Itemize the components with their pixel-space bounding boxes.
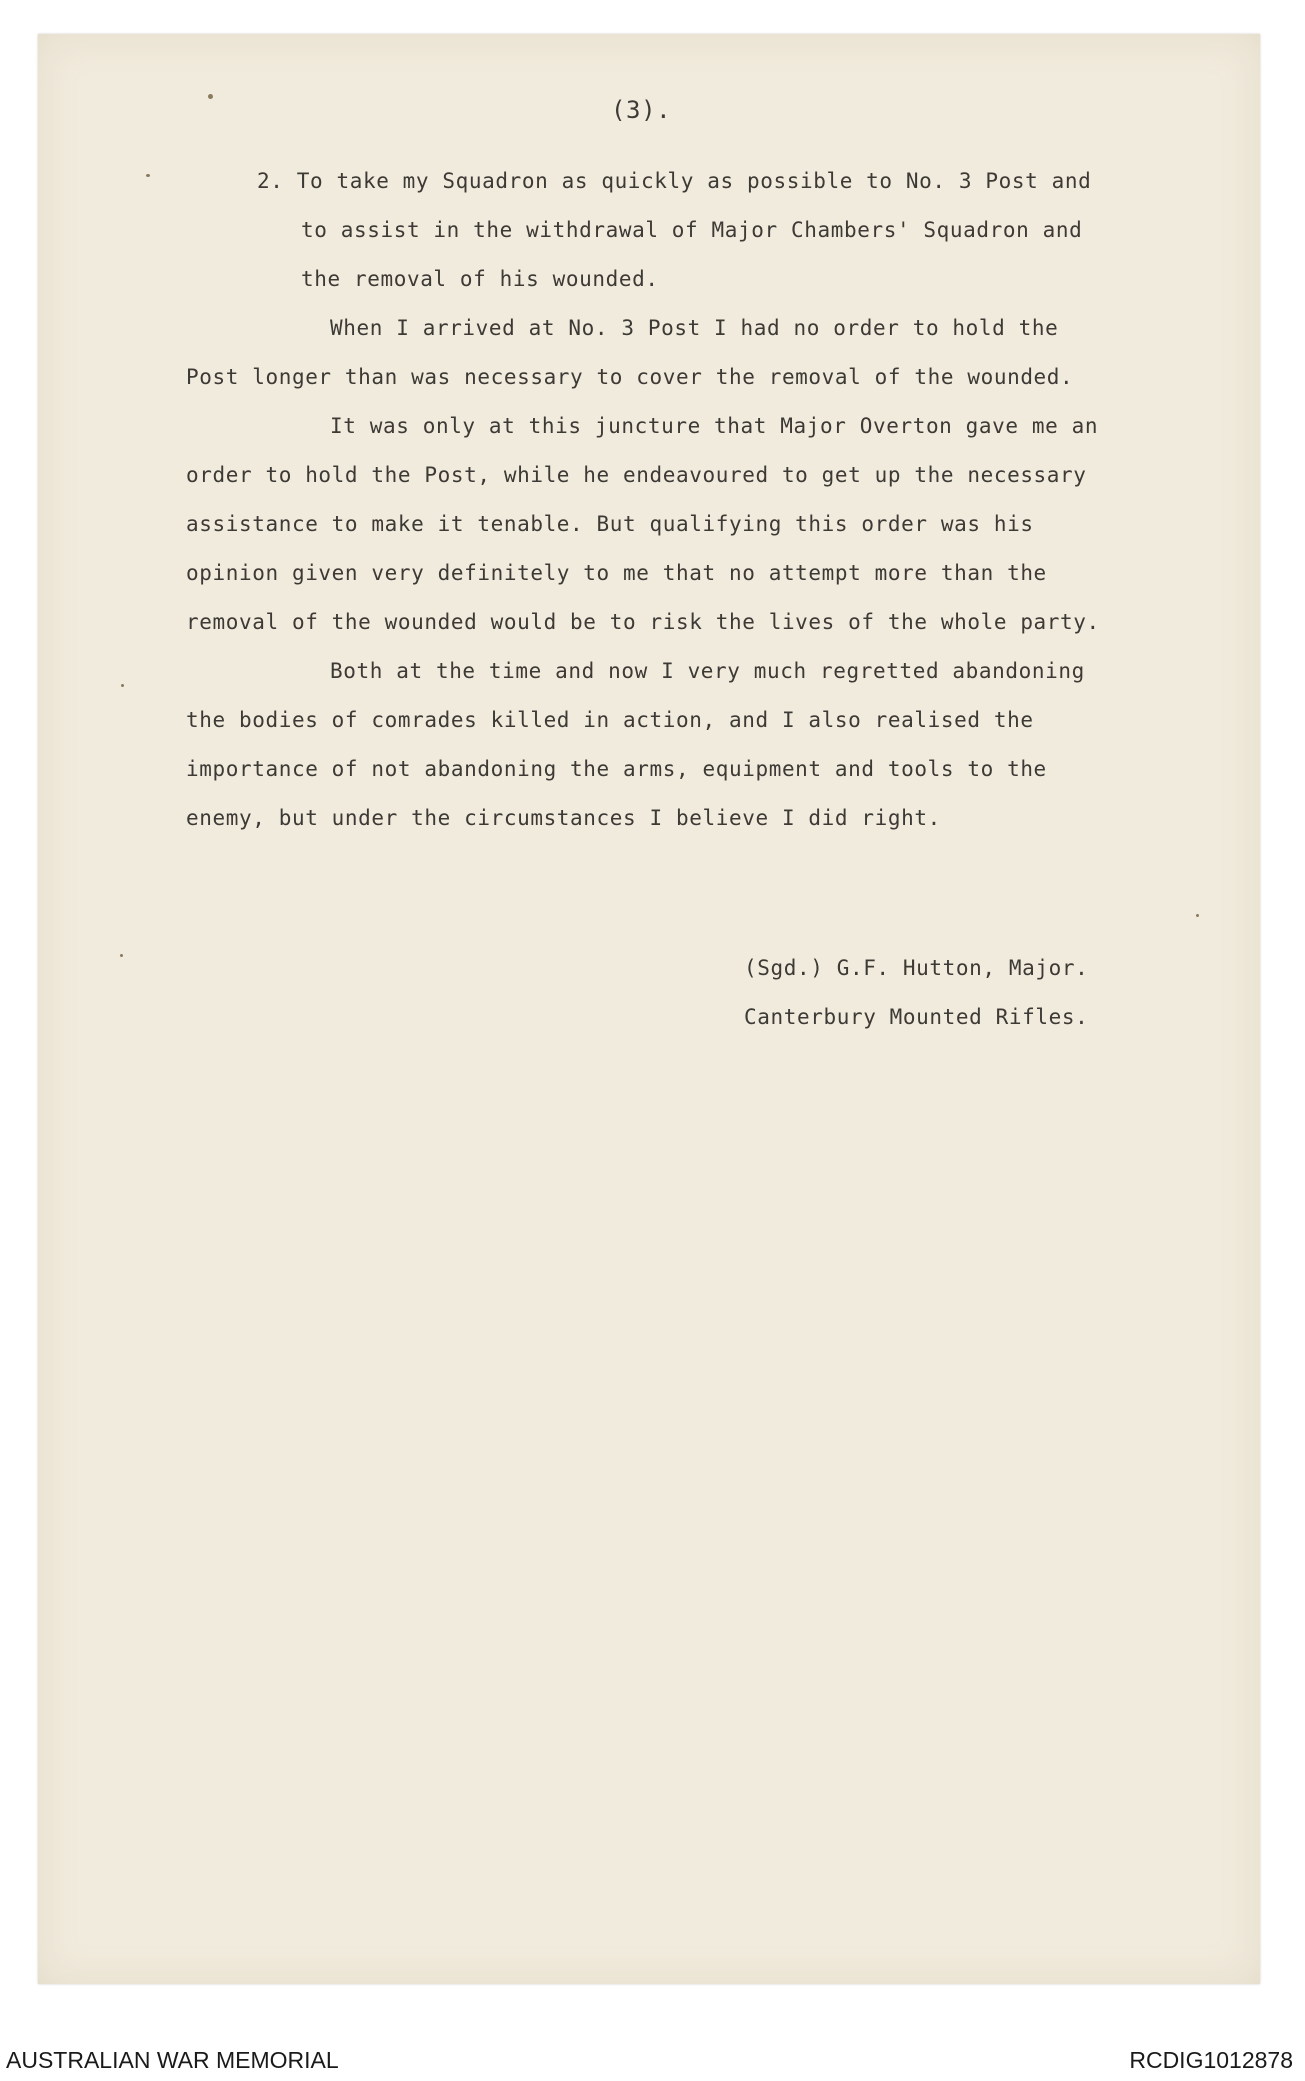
body-line: importance of not abandoning the arms, equipment and tools to the [186,757,1047,781]
body-line: the removal of his wounded. [301,267,659,291]
body-line: Both at the time and now I very much regretted abandoning [330,659,1085,683]
paper-speck [146,174,150,177]
body-line: enemy, but under the circumstances I believe I did right. [186,806,941,830]
body-line: Post longer than was necessary to cover the removal of the wounded. [186,365,1074,389]
body-line: removal of the wounded would be to risk the lives of the whole party. [186,610,1100,634]
page-number: (3). [611,96,672,124]
archive-reference-id: RCDIG1012878 [1129,2047,1293,2073]
body-line: the bodies of comrades killed in action, and I also realised the [186,708,1034,732]
paper-speck [1196,914,1199,917]
body-line: It was only at this juncture that Major Overton gave me an [330,414,1099,438]
body-line: When I arrived at No. 3 Post I had no order to hold the [330,316,1059,340]
signature-unit: Canterbury Mounted Rifles. [744,1005,1089,1029]
body-line: to assist in the withdrawal of Major Chambers' Squadron and [301,218,1083,242]
body-line: opinion given very definitely to me that no attempt more than the [186,561,1047,585]
paper-speck [208,94,213,99]
body-line: order to hold the Post, while he endeavoured to get up the necessary [186,463,1087,487]
signature-name: (Sgd.) G.F. Hutton, Major. [744,956,1089,980]
body-line: 2. To take my Squadron as quickly as possible to No. 3 Post and [257,169,1092,193]
archive-credit: AUSTRALIAN WAR MEMORIAL [6,2047,339,2073]
body-line: assistance to make it tenable. But qualifying this order was his [186,512,1034,536]
paper-speck [121,684,124,687]
paper-speck [120,954,123,957]
